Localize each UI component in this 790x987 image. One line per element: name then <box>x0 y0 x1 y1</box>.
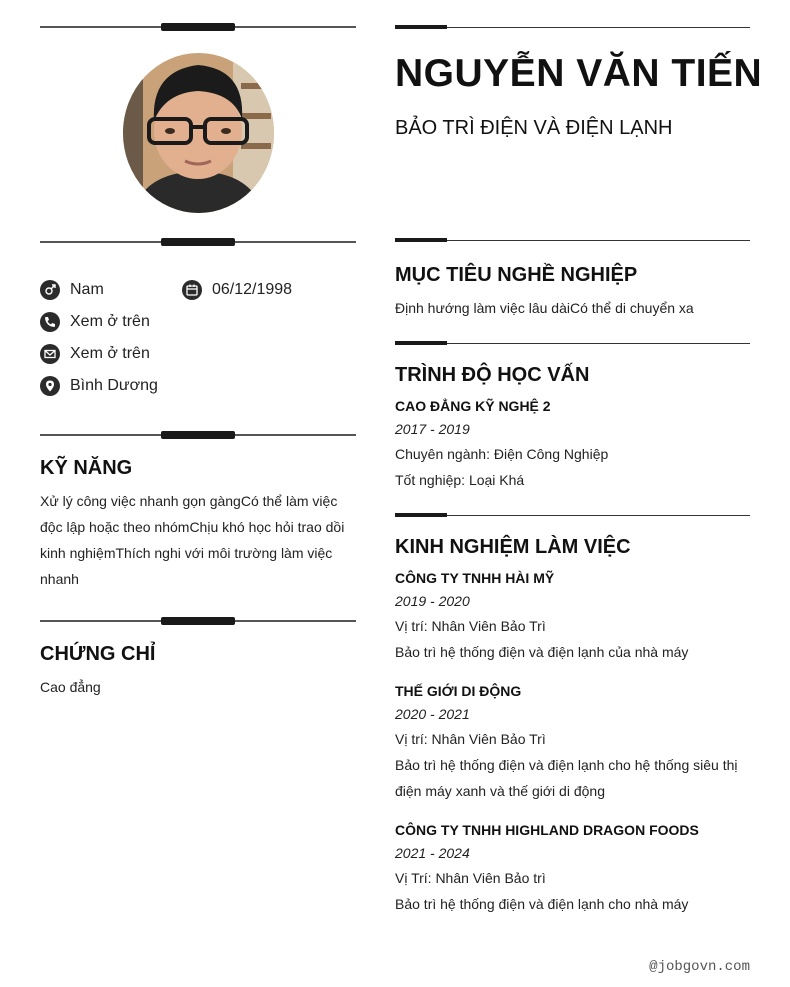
footer-watermark: @jobgovn.com <box>649 959 750 975</box>
objective-divider <box>395 237 750 246</box>
full-name: NGUYỄN VĂN TIẾN <box>395 52 763 95</box>
info-gender-value: Nam <box>70 281 104 298</box>
info-phone <box>40 312 150 332</box>
education-title: TRÌNH ĐỘ HỌC VẤN <box>395 364 590 386</box>
info-phone-value: Xem ở trên <box>70 313 150 330</box>
job-description: Bảo trì hệ thống điện và điện lạnh của nhà máy <box>395 644 689 660</box>
job-period: 2020 - 2021 <box>395 706 470 722</box>
objective-text: Định hướng làm việc lâu dàiCó thể di chuyển xa <box>395 300 694 316</box>
info-email <box>40 344 150 364</box>
education-major: Chuyên ngành: Điện Công Nghiệp <box>395 446 609 462</box>
skills-divider <box>40 431 356 440</box>
job-position: Vị trí: Nhân Viên Bảo Trì <box>395 731 546 747</box>
info-divider <box>40 238 356 247</box>
map-pin-icon <box>40 376 60 396</box>
job-company: THẾ GIỚI DI ĐỘNG <box>395 683 522 699</box>
calendar-icon <box>182 280 202 300</box>
job-title: BẢO TRÌ ĐIỆN VÀ ĐIỆN LẠNH <box>395 117 673 139</box>
job-company: CÔNG TY TNHH HÀI MỸ <box>395 570 555 586</box>
objective-title: MỤC TIÊU NGHỀ NGHIỆP <box>395 264 638 286</box>
job-company: CÔNG TY TNHH HIGHLAND DRAGON FOODS <box>395 822 699 838</box>
skills-title: KỸ NĂNG <box>40 457 133 479</box>
info-address <box>40 376 158 396</box>
job-description: Bảo trì hệ thống điện và điện lạnh cho nhà máy <box>395 896 689 912</box>
phone-icon <box>40 312 60 332</box>
experience-divider <box>395 512 750 521</box>
top-right-divider <box>395 24 750 33</box>
info-gender <box>40 280 104 300</box>
info-address-value: Bình Dương <box>70 377 158 394</box>
education-period: 2017 - 2019 <box>395 421 470 437</box>
envelope-icon <box>40 344 60 364</box>
job-position: Vị trí: Nhân Viên Bảo Trì <box>395 618 546 634</box>
job-period: 2019 - 2020 <box>395 593 470 609</box>
education-divider <box>395 340 750 349</box>
info-birthday-value: 06/12/1998 <box>212 281 293 298</box>
education-school: CAO ĐẲNG KỸ NGHỆ 2 <box>395 398 551 414</box>
gender-icon <box>40 280 60 300</box>
certificates-text: Cao đẳng <box>40 679 101 695</box>
education-grade: Tốt nghiệp: Loại Khá <box>395 472 525 488</box>
info-email-value: Xem ở trên <box>70 345 150 362</box>
certificates-divider <box>40 617 356 626</box>
info-birthday <box>182 280 292 300</box>
avatar <box>123 53 274 213</box>
skills-text: Xử lý công việc nhanh gọn gàngCó thể làm việc độc lập hoặc theo nhómChịu khó học hỏi trao dồi kinh nghiệmThích nghi với môi trường làm việc nhanh <box>40 493 345 587</box>
certificates-title: CHỨNG CHỈ <box>40 643 156 665</box>
job-description: Bảo trì hệ thống điện và điện lạnh cho hệ thống siêu thị điện máy xanh và thế giới di động <box>395 757 738 799</box>
job-period: 2021 - 2024 <box>395 845 470 861</box>
top-left-divider <box>40 23 356 32</box>
job-position: Vị Trí: Nhân Viên Bảo trì <box>395 870 546 886</box>
experience-title: KINH NGHIỆM LÀM VIỆC <box>395 536 631 558</box>
